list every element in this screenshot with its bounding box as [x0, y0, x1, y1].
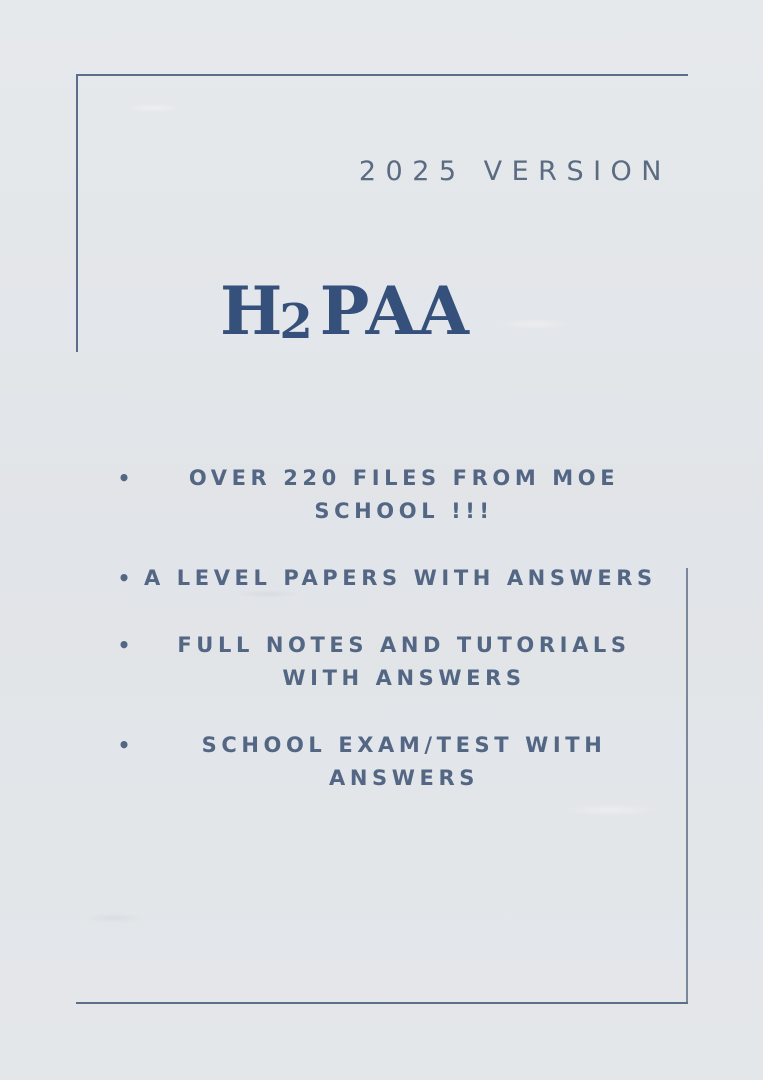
list-item — [112, 562, 672, 595]
feature-text: FULL NOTES AND TUTORIALS WITH ANSWERS — [177, 633, 631, 690]
feature-text: OVER 220 FILES FROM MOE SCHOOL !!! — [188, 466, 620, 523]
bullet-icon: • — [117, 466, 131, 490]
feature-text: SCHOOL EXAM/TEST WITH ANSWERS — [201, 733, 607, 790]
list-item — [112, 729, 672, 795]
frame-line-bottom — [76, 1002, 688, 1004]
frame-line-top — [76, 74, 688, 76]
list-item — [112, 462, 672, 528]
title-subscript: 2 — [279, 294, 314, 350]
frame-line-right — [686, 568, 688, 1004]
feature-list — [112, 462, 672, 795]
bullet-icon: • — [117, 566, 131, 590]
frame-line-left — [76, 74, 78, 352]
feature-text: A LEVEL PAPERS WITH ANSWERS — [144, 566, 657, 590]
title-prefix: H — [220, 272, 284, 350]
list-item — [112, 629, 672, 695]
version-label: 2025 VERSION — [358, 156, 671, 187]
bullet-icon: • — [117, 733, 131, 757]
title-suffix: PAA — [319, 272, 471, 350]
page-title — [220, 272, 470, 350]
bullet-icon: • — [117, 633, 131, 657]
